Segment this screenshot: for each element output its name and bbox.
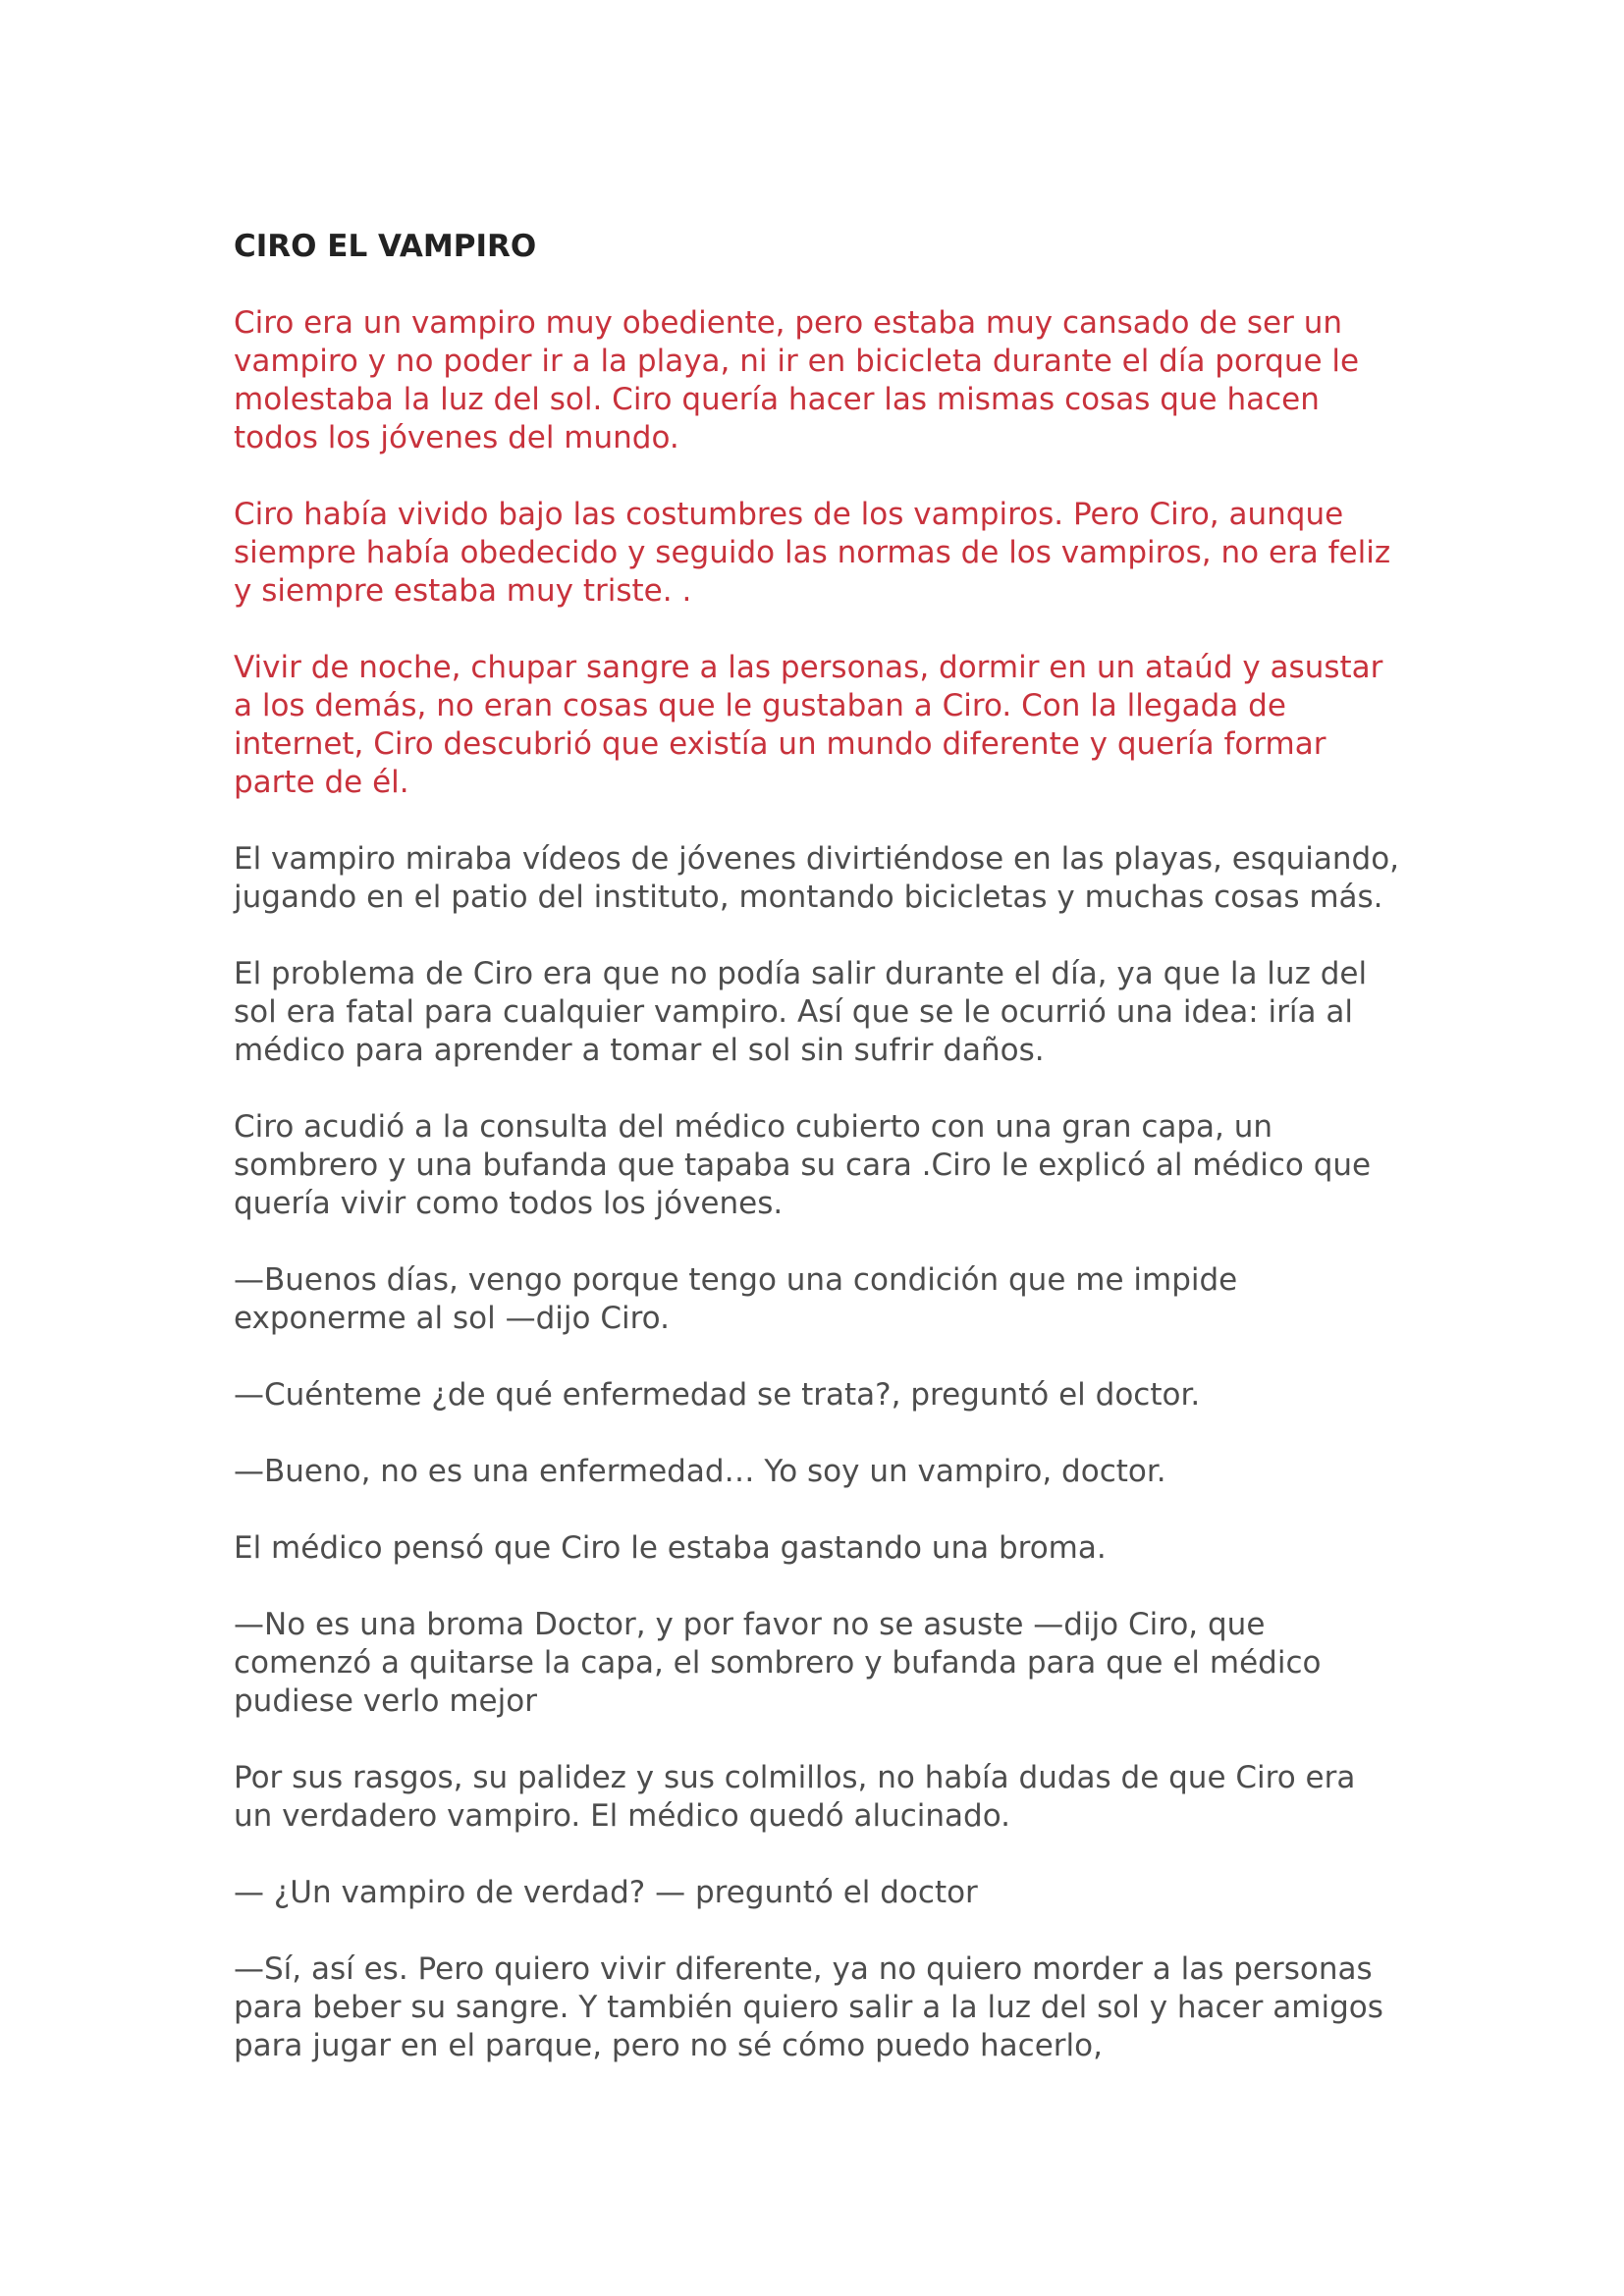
paragraph-4: El vampiro miraba vídeos de jóvenes divirtiéndose en las playas, esquiando, jugando en el patio del instituto, montando bicicletas y muchas cosas más. — [234, 841, 1400, 915]
paragraph-11: —No es una broma Doctor, y por favor no se asuste —dijo Ciro, que comenzó a quitarse la capa, el sombrero y bufanda para que el médico pudiese verlo mejor — [234, 1607, 1322, 1719]
paragraph-7: —Buenos días, vengo porque tengo una condición que me impide exponerme al sol —dijo Ciro. — [234, 1262, 1238, 1336]
paragraph-13: — ¿Un vampiro de verdad? — preguntó el doctor — [234, 1875, 978, 1910]
paragraph-3: Vivir de noche, chupar sangre a las personas, dormir en un ataúd y asustar a los demás, no eran cosas que le gustaban a Ciro. Con la llegada de internet, Ciro descubrió que existía un mundo diferente y quería formar parte de él. — [234, 650, 1383, 800]
paragraph-5: El problema de Ciro era que no podía salir durante el día, ya que la luz del sol era fatal para cualquier vampiro. Así que se le ocurrió una idea: iría al médico para aprender a tomar el sol sin sufrir daños. — [234, 956, 1368, 1068]
document-page — [234, 228, 1402, 2065]
paragraph-9: —Bueno, no es una enfermedad… Yo soy un vampiro, doctor. — [234, 1454, 1166, 1489]
paragraph-12: Por sus rasgos, su palidez y sus colmillos, no había dudas de que Ciro era un verdadero vampiro. El médico quedó alucinado. — [234, 1760, 1356, 1834]
paragraph-14: —Sí, así es. Pero quiero vivir diferente, ya no quiero morder a las personas para beber su sangre. Y también quiero salir a la luz del sol y hacer amigos para jugar en el parque, pero no sé cómo puedo hacerlo, — [234, 1951, 1383, 2063]
paragraph-10: El médico pensó que Ciro le estaba gastando una broma. — [234, 1530, 1107, 1566]
paragraph-8: —Cuénteme ¿de qué enfermedad se trata?, preguntó el doctor. — [234, 1377, 1201, 1413]
paragraph-2: Ciro había vivido bajo las costumbres de los vampiros. Pero Ciro, aunque siempre había obedecido y seguido las normas de los vampiros, no era feliz y siempre estaba muy triste. . — [234, 497, 1391, 609]
document-title: CIRO EL VAMPIRO — [234, 229, 537, 264]
paragraph-6: Ciro acudió a la consulta del médico cubierto con una gran capa, un sombrero y una bufanda que tapaba su cara .Ciro le explicó al médico que quería vivir como todos los jóvenes. — [234, 1109, 1372, 1221]
paragraph-1: Ciro era un vampiro muy obediente, pero estaba muy cansado de ser un vampiro y no poder ir a la playa, ni ir en bicicleta durante el día porque le molestaba la luz del sol. Ciro quería hacer las mismas cosas que hacen todos los jóvenes del mundo. — [234, 305, 1360, 455]
